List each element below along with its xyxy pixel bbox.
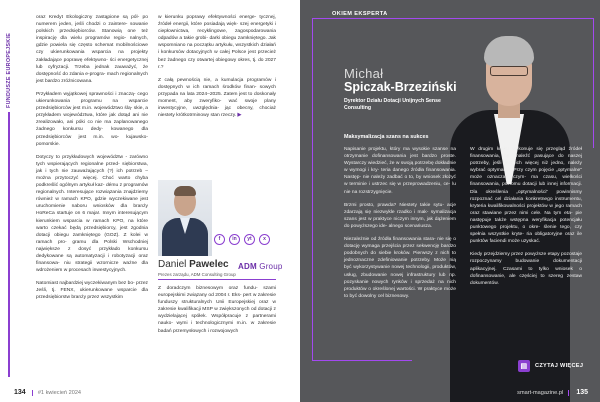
- expert-first-name: Michał: [344, 66, 384, 81]
- paragraph: W drugim kroku wykonuje się przegląd źródeł finansowania, by znaleźć pasujące do naszej potrzeby, jeśli jest ich więcej niż jedno, należy wybrać optymalne. Przy czym pojęcie „optymalne" może oznaczać czym- ma czasu, wielkości finansowania, poziomu dotacji lub innej informacji. Dla określenia „optymalności" powinnismy rozpoznać cel działania konkretnego instrumentu, kryteria kwalifikowalności projektów w jego ramach oraz stawiane przez nimi cele. Na tym eta- pie następuje także wstępna weryfikacja potencjału punktowego projektu, o okre- ślenie tego, czy spełnia wszystkie kryte- ria obligatoryjne oraz ile punktów faciendi może uzyskać.: [470, 147, 582, 245]
- book-icon: ▤: [518, 360, 530, 372]
- paragraph: [158, 77, 276, 120]
- author-bio: [158, 285, 276, 341]
- page-footer-right: [517, 389, 588, 396]
- social-links: [214, 234, 270, 245]
- youtube-icon[interactable]: yt: [244, 234, 255, 245]
- paragraph: Z doradczym biznesowym oraz fundu- szami europejskimi związany od 2004 r. Eks- pert w zakresie funduszy strukturalnych Unii Europejskiej oraz w zakresie kwalifikacji MSP w zwiększonych od dotacji z wydzielającej spółek. Współpracuje z partnerami nauko- wymi i technologicznymi m.in. w zakresie badań przemysłowych i rozwojowych: [158, 286, 276, 334]
- logo-suffix: Group: [259, 262, 283, 271]
- accent-frame-bottom: [312, 360, 412, 361]
- author-last-name: Pawelec: [189, 259, 229, 270]
- paragraph: Napisanie projektu, który ma wysokie szanse na otrzymanie dofinansowania jest bardzo proste. Wystarczy wiedzieć, że w swoją potrzebę dokładnie w wymogi i kry- teria danego źródła finansowania. Następ- nie należy zadbać o to, by wniosek złożyć w terminie i ustrzec się w przeprowadzeniu, ce- lu nie na rozstrzygnięcie.: [344, 147, 456, 195]
- author-first-name: Daniel: [158, 259, 187, 270]
- accent-frame-right: [593, 18, 594, 148]
- x-icon[interactable]: x: [259, 234, 270, 245]
- right-page: [300, 0, 600, 402]
- company-logo: [238, 262, 283, 271]
- author-name: [158, 260, 229, 270]
- paragraph-text: Z całą pewnością nie, a kumulacja programów i dostępnych w ich ramach środków finan- sowych przypada na lata 2024–2025. Zatem jest to doskonały moment, aby zweryfiko- wać swoje plany inwestycyjne, uwzględnia- jąc obecny, chociaż niestety krótkotrminowy stan rzeczy.: [158, 77, 276, 119]
- read-more-link[interactable]: [518, 360, 583, 372]
- author-role: Prezes zarządu, ADM Consulting Group: [158, 272, 236, 277]
- paragraph: oraz Kredyt Ekologiczny zastąpione są pól- po numerem jeden, jeśli chodzi o zaintere- sowanie polskich przedsiębiorców. Stanowią one też inspirację dla wielu programów regio- nalnych, gdzie powiela się często schemat mobilnościowe czy ukierunkowania wsparcia na projekty zakładające poprawę efektywno- ści energetycznej lub cyfryzacji. Trzeba jednak zauważyć, że dostępność do zdania e-progra- mach regionalnych jest bardzo zróżnicowana.: [36, 15, 148, 84]
- right-column-1: [344, 146, 456, 306]
- paragraph: Kiedy przejdziemy przez powyższe etapy pozostaje rozpoczynamy budowanie dokumentacji aplikacyjnej. Czasami to tylko wniosek o dofinansowanie, ale częściej to szereg zestaw dokumentów.: [470, 252, 582, 286]
- section-tag: FUNDUSZE EUROPEJSKIE: [6, 32, 12, 108]
- side-accent-bar: [8, 112, 10, 377]
- page-number: 135: [576, 389, 588, 396]
- expert-role: Dyrektor Działu Dotacji Unijnych Sense Consulting: [344, 98, 441, 112]
- divider: [158, 279, 276, 280]
- section-heading: Maksymalizacja szans na sukces: [344, 134, 429, 140]
- paragraph: w kierunku poprawy efektywności energe- tycznej, źródeł energii, które posiadają więk- szej energetyki i ciepłownictwa, recyklingowe, zagospodarowania odpadów a takie grobi- darki obiegu zamkniętego. Jak wspomniano na początku artykułu, wszystkich działań i konkursów dotacyjnych w całej Polsce jest przecież bez żadnego czy otwartej obiegowy okres, tj. do 2027 r.?: [158, 15, 276, 70]
- left-column-2: [158, 14, 276, 125]
- paragraph: Niezależnie od źródła finansowania stara- nie się o dotację wymaga przejścia przez sekwencję bardzo podobnych do siebie kroków. Pierwszy z nich to jednoznaczne zdefiniowanie potrzeby. Może nią być wykorzystywanie nowej technologii, produktów, usług, zbudowanie nowej infrastruktury lub np. pozyskanie nowych rynków i sprzedaż na nich produktów o określonej wartości. W praktyce może to być dowolny cel biznesowy.: [344, 237, 456, 299]
- right-column-2: [470, 146, 582, 293]
- footer-divider: [32, 390, 33, 396]
- issue-label: #1 kwiecień 2024: [37, 390, 82, 396]
- paragraph: Dotyczy to przykładowych województw - zarówno tych wspierających regionalne przed- siębiorstwa, jak i tych nie zauważających (?) ich potrzeb – można przytoczyć więcej. Choć warto chyba podkreślić ogólnym artykuł kaz- dému z programów regionalnych. Interesujące rozwiązania znajdziemy również w ramach KPO, gdzie wyczekiwane jest uruchomienie naboru wniosków dla branży HoReCa startuje on 6 maja!. Innym interesującym kierunkiem wsparcia w ramach KPO, na które warto czekać będą przedsiębiorcy, jest zgodnia dotacji obiegu zamkniętego (GOZ). Z kolei w ramach pro- gramu dla Polski Wschodniej największe z dosyć przykłado konkursu dedykowane są automatyzacji i robotyzacji oraz finansowa- niu strategii wzornicze ważne dla wdrożeniem w procesach inwestycyjnych.: [36, 154, 148, 274]
- section-label: OKIEM EKSPERTA: [328, 11, 392, 17]
- linkedin-icon[interactable]: in: [229, 234, 240, 245]
- site-label: smart-magazine.pl: [517, 390, 564, 396]
- read-more-label: CZYTAJ WIĘCEJ: [535, 363, 584, 369]
- paragraph: Natomiast najbardziej wyczekiwanym bez bo- przez Jeśli, tj. FENX, ukierunkowane wsparcie dla przedsiębiorstw branży przez wszystkim: [36, 281, 148, 301]
- footer-divider: [568, 390, 569, 396]
- facebook-icon[interactable]: f: [214, 234, 225, 245]
- page-number: 134: [14, 389, 26, 396]
- page-footer-left: [14, 389, 81, 396]
- left-column-1: [36, 14, 148, 308]
- paragraph: Przykładem wyjątkowej sprawności i znaczą- cego ukierunkowania programu na wsparcie przedsiębiorców jest m.in. województwo ślą- skie, a przykładem województwa, które jak dotąd ani nie zrealizowało, ani póki co nie ma zaplanowanego żadnego konkursu dedy- kowanego dla przedsiębiorców jest m.in. wo- kujawsko-pomorskie.: [36, 91, 148, 147]
- author-photo: [158, 180, 212, 256]
- logo-text: ADM: [238, 262, 257, 271]
- expert-last-name: Spiczak-Brzeziński: [344, 80, 457, 94]
- continue-marker: ▶: [237, 113, 242, 119]
- paragraph: Brzmi prosto, prawda? Niestety takie sytu- acje zdarzają się niezwykle rzadko i mak- symalizacja szans jest w praktyce niczym innym, jak dążeniem do powyższego ide- alnego scenariusza.: [344, 202, 456, 229]
